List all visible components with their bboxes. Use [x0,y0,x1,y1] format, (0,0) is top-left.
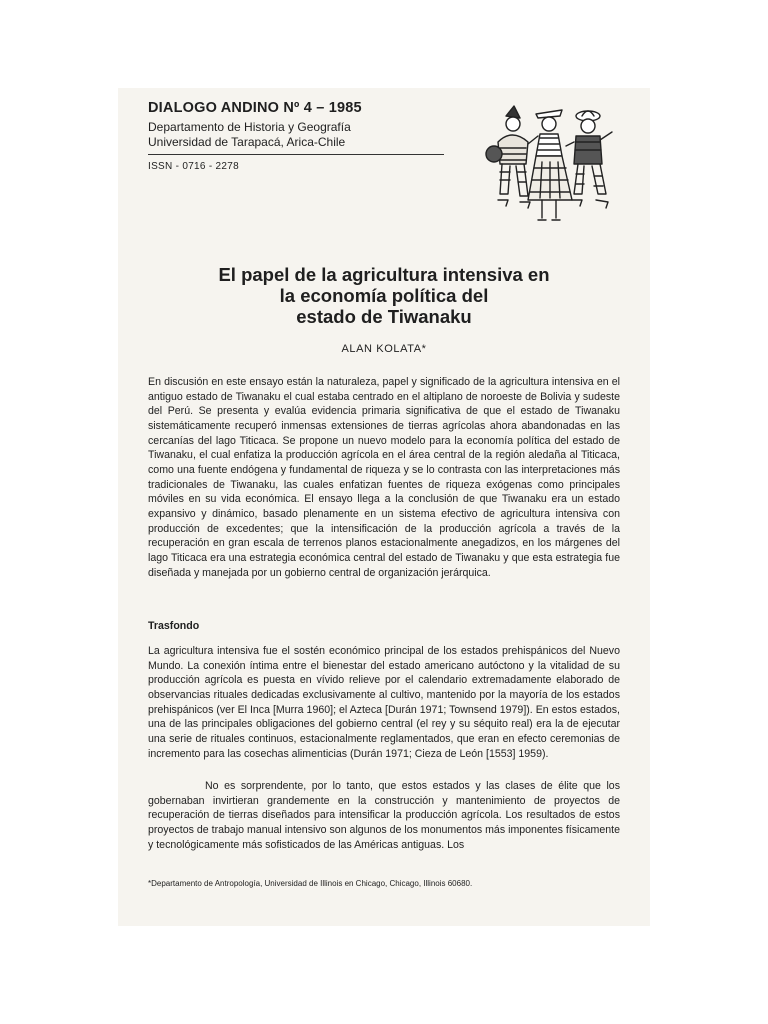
body-paragraph: La agricultura intensiva fue el sostén económico principal de los estados prehispánicos del Nuevo Mundo. La conexión íntima entre el bienestar del estado americano autóctono y la vitalidad de su producción agrícola es puesta en vívido relieve por el calendario extremadamente elaborado de observancias rituales dedicadas exclusivamente al cultivo, mantenido por la mayoría de los estados prehispánicos (ver El Inca [Murra 1960]; el Azteca [Durán 1971; Townsend 1979]). En estos estados, una de las principales obligaciones del gobierno central (el rey y su séquito real) era la de ejecutar una serie de rituales continuos, estacionalmente reglamentados, que eran en efecto ceremonias de incremento para las cosechas alimenticias (Durán 1971; Cieza de León [1553] 1959). [148,645,620,760]
author-name: ALAN KOLATA* [341,343,427,355]
university-line: Universidad de Tarapacá, Arica-Chile [148,135,346,149]
middle-dancer-figure [528,110,572,220]
right-dancer-figure [566,111,612,208]
andean-dancers-illustration [484,102,618,230]
article-title [118,264,650,327]
department-line: Departamento de Historia y Geografía [148,120,351,134]
body-paragraph: No es sorprendente, por lo tanto, que estos estados y las clases de élite que los gobernaban invirtieran grandemente en la construcción y mantenimiento de proyectos de recuperación de tierras diseñados para intensificar la producción agrícola. Los resultados de estos proyectos de trabajo manual intensivo son algunos de los monumentos más imponentes físicamente y tecnológicamente más sofisticados de las Américas antiguas. Los [148,780,620,851]
footnote: *Departamento de Antropología, Universidad de Illinois en Chicago, Chicago, Illinois 60680. [148,879,473,888]
journal-title: DIALOGO ANDINO Nº 4 – 1985 [148,100,362,116]
title-line: El papel de la agricultura intensiva en [218,264,550,285]
issn-number: ISSN - 0716 - 2278 [148,161,240,172]
title-line: estado de Tiwanaku [296,306,472,327]
journal-page [118,88,650,926]
abstract-paragraph: En discusión en este ensayo están la naturaleza, papel y significado de la agricultura intensiva en el antiguo estado de Tiwanaku el cual estaba centrado en el altiplano de noroeste de Bolivia y sudeste del Perú. Se presenta y evalúa evidencia primaria significativa de que el estado de Tiwanaku sistemáticamente recuperó inmensas extensiones de tierras agrícolas ahora abandonadas en las cercanías del lago Titicaca. Se propone un nuevo modelo para la economía política del estado de Tiwanaku, el cual enfatiza la producción agrícola en el área central de la región aledaña al Titicaca, como una fuente endógena y fundamental de riqueza y se lo contrasta con las interpretaciones más tradicionales de Tiwanaku, las cuales enfatizan fuentes de riqueza exógenas como principales móviles en su vida económica. El ensayo llega a la conclusión de que Tiwanaku era un estado expansivo y dinámico, basado plenamente en un sistema efectivo de agricultura intensiva con producción de excedentes; que la intensificación de la producción agrícola a través de la recuperación en gran escala de terrenos planos estacionalmente anegadizos, en los márgenes del lago Titicaca era una estrategia económica central del estado de Tiwanaku y que esta estrategia fue diseñada y manejada por un gobierno central de organización jerárquica. [148,376,620,579]
journal-header [148,100,448,150]
title-line: la economía política del [279,285,489,306]
section-heading: Trasfondo [148,620,200,632]
department-name [148,120,448,150]
header-divider [148,154,444,155]
